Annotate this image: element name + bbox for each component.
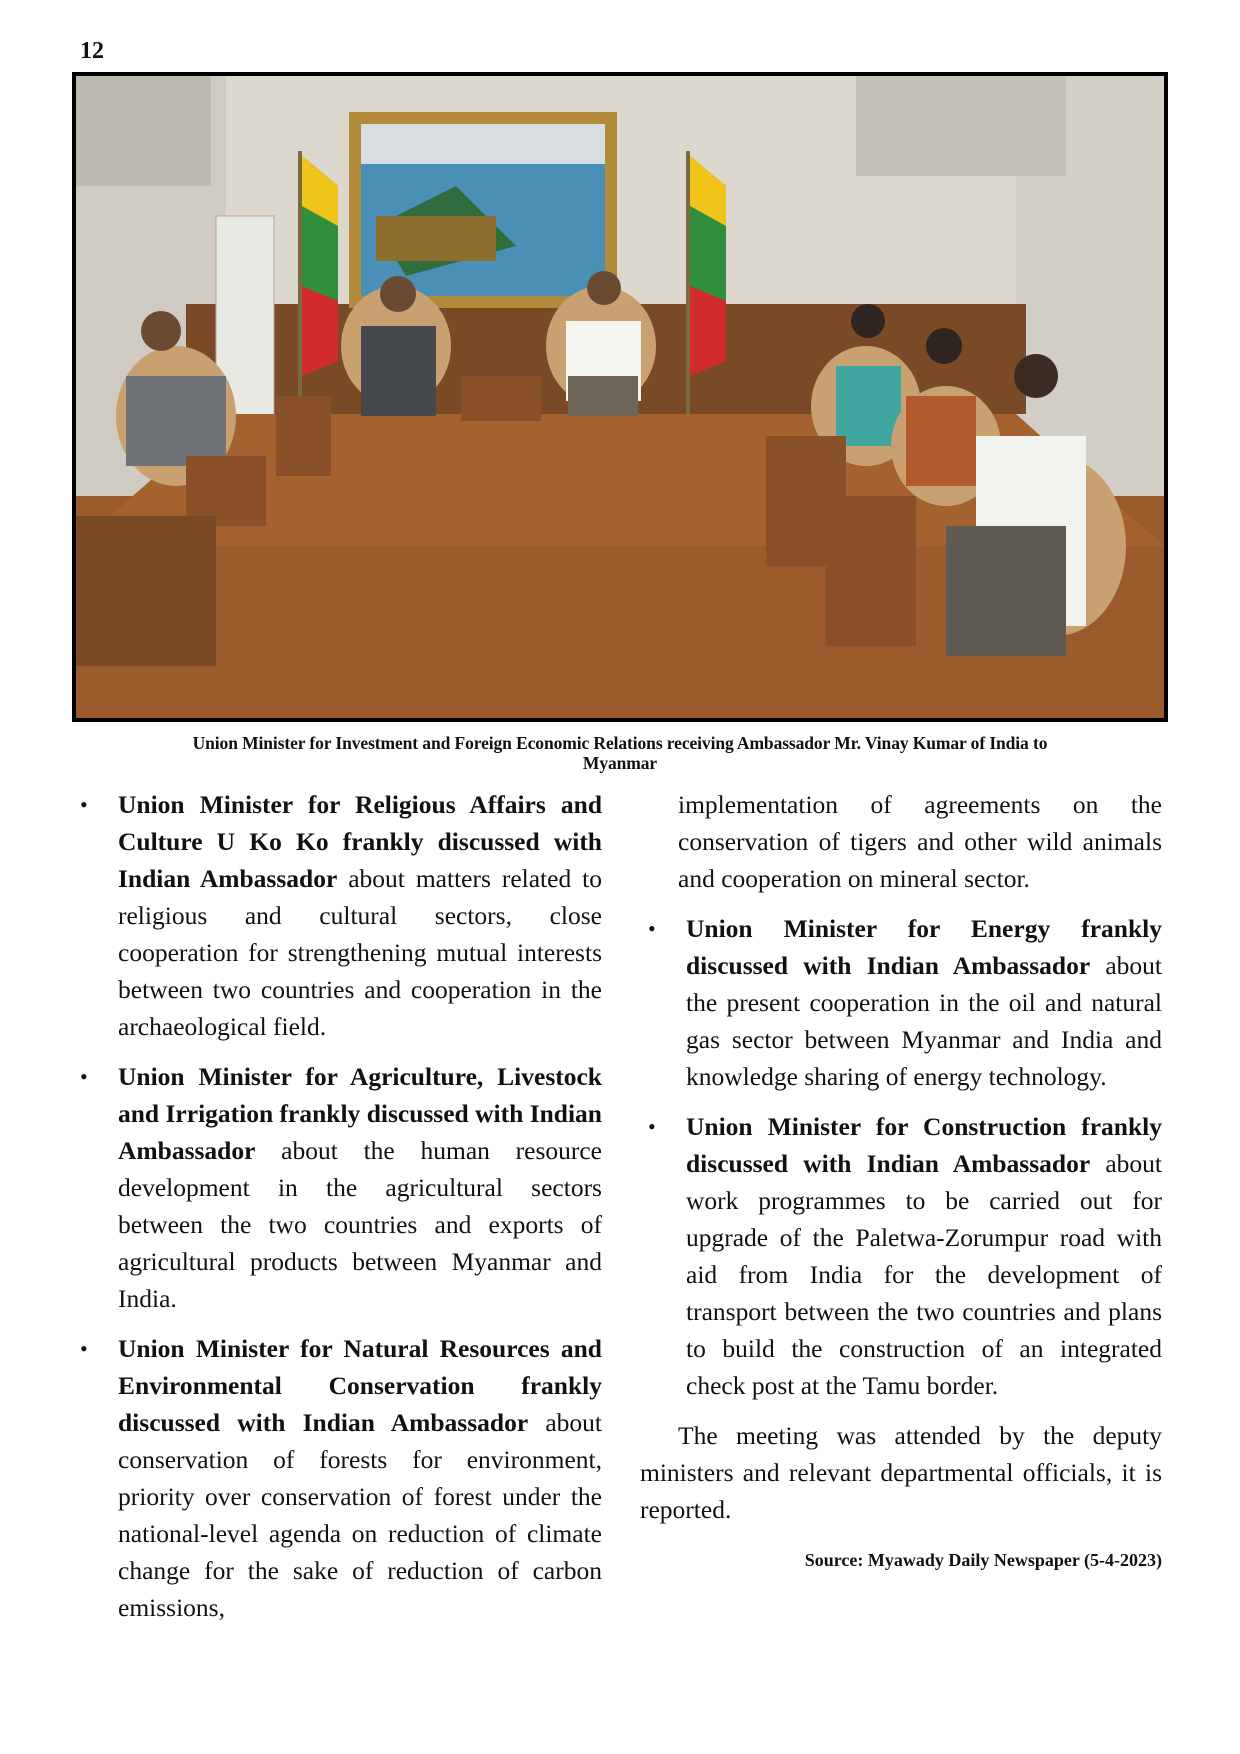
item-text: about conservation of forests for environment, priority over conservation of forest under the national-level agenda on reduction of climate change for the sake of reduction of carbon emissions, <box>118 1408 603 1622</box>
page-number: 12 <box>80 38 104 64</box>
list-item <box>640 1108 1162 1404</box>
list-item <box>72 786 602 1045</box>
bullet-icon: • <box>80 792 88 817</box>
list-item <box>72 1058 602 1317</box>
item-text: about matters related to religious and cultural sectors, close cooperation for strengthening mutual interests between two countries and cooperation in the archaeological field. <box>118 864 602 1041</box>
list-item <box>640 910 1162 1095</box>
bullet-icon: • <box>80 1064 88 1089</box>
closing-paragraph: The meeting was attended by the deputy ministers and relevant departmental officials, it is reported. <box>640 1421 1162 1524</box>
caption-line-2: Myanmar <box>582 753 658 773</box>
source-credit: Source: Myawady Daily Newspaper (5-4-2023) <box>804 1550 1162 1570</box>
bullet-icon: • <box>648 916 656 941</box>
item-text: about the present cooperation in the oil and natural gas sector between Myanmar and India and knowledge sharing of energy technology. <box>686 951 1163 1091</box>
left-column <box>72 786 602 1639</box>
meeting-photo <box>72 72 1168 722</box>
caption-line-1: Union Minister for Investment and Foreign Economic Relations receiving Ambassador Mr. Vinay Kumar of India to <box>192 733 1048 753</box>
item-heading: Union Minister for Religious Affairs and Culture U Ko Ko frankly discussed with Indian Ambassador <box>118 790 602 893</box>
photo-caption <box>72 733 1168 773</box>
item-heading: Union Minister for Agriculture, Livestock and Irrigation frankly discussed with Indian Ambassador <box>118 1062 602 1165</box>
bullet-icon: • <box>80 1336 88 1361</box>
item-heading: Union Minister for Natural Resources and Environmental Conservation frankly discussed with Indian Ambassador <box>118 1334 602 1437</box>
item-text: about work programmes to be carried out for upgrade of the Paletwa-Zorumpur road with aid from India for the development of transport between the two countries and plans to build the construction of an integrated check post at the Tamu border. <box>686 1149 1163 1400</box>
right-column <box>640 786 1162 1579</box>
item-text: about the human resource development in the agricultural sectors between the two countries and exports of agricultural products between Myanmar and India. <box>118 1136 602 1313</box>
bullet-icon: • <box>648 1114 656 1139</box>
item-heading: Union Minister for Energy frankly discussed with Indian Ambassador <box>686 914 1162 980</box>
list-item <box>72 1330 602 1626</box>
continued-text: implementation of agreements on the conservation of tigers and other wild animals and cooperation on mineral sector. <box>678 790 1162 893</box>
item-heading: Union Minister for Construction frankly discussed with Indian Ambassador <box>686 1112 1162 1178</box>
